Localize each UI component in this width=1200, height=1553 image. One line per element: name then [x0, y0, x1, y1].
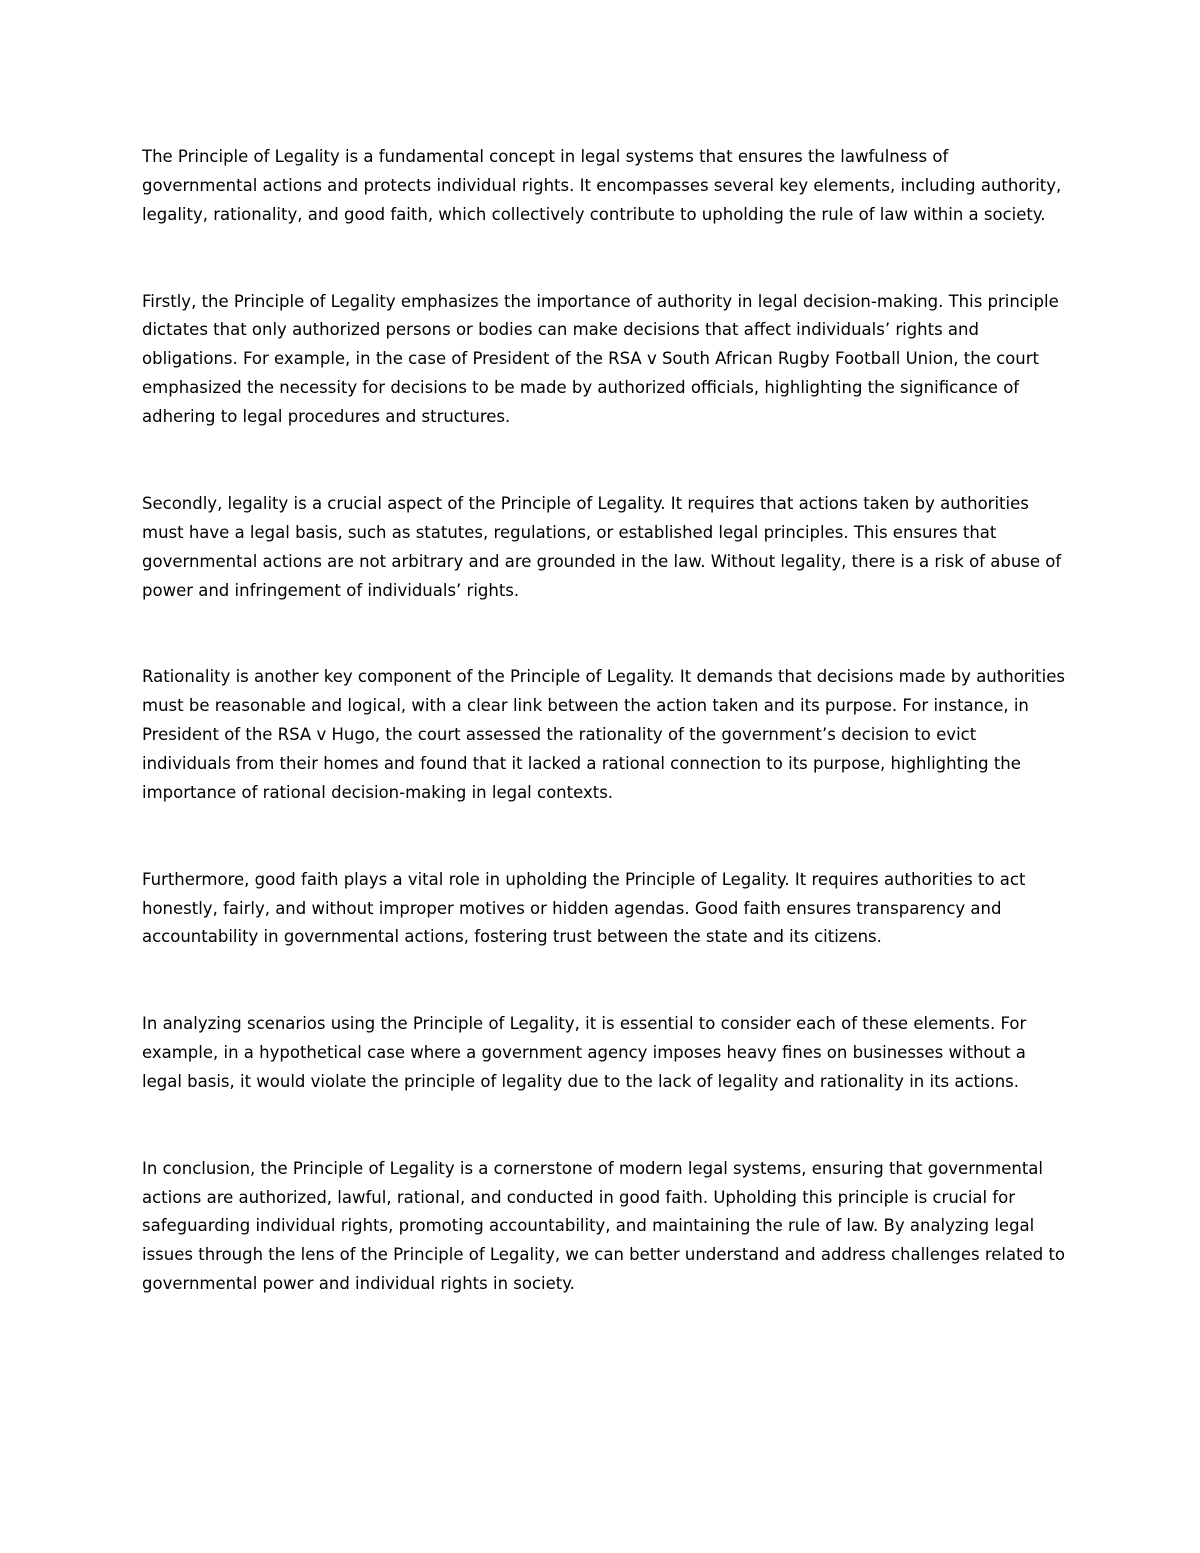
paragraph-good-faith: Furthermore, good faith plays a vital role in upholding the Principle of Legality. It requires authorities to act honestly, fairly, and without improper motives or hidden agendas. Good faith ensures transparency and accountability in governmental actions, fostering trust between the state and its citizens. — [142, 869, 1026, 947]
paragraph-conclusion: In conclusion, the Principle of Legality is a cornerstone of modern legal systems, ensuring that governmental actions are authorized, lawful, rational, and conducted in good faith. Upholding this principle is crucial for safeguarding individual rights, promoting accountability, and maintaining the rule of law. By analyzing legal issues through the lens of the Principle of Legality, we can better understand and address challenges related to governmental power and individual rights in society. — [142, 1158, 1066, 1294]
paragraph-legality: Secondly, legality is a crucial aspect of the Principle of Legality. It requires that actions taken by authorities must have a legal basis, such as statutes, regulations, or established legal principles. This ensures that governmental actions are not arbitrary and are grounded in the law. Without legality, there is a risk of abuse of power and infringement of individuals’ rights. — [142, 493, 1062, 600]
paragraph-analysis: In analyzing scenarios using the Principle of Legality, it is essential to consider each of these elements. For example, in a hypothetical case where a government agency imposes heavy fines on businesses without a legal basis, it would violate the principle of legality due to the lack of legality and rationality in its actions. — [142, 1014, 1027, 1091]
document-body — [142, 143, 1067, 1357]
paragraph-rationality: Rationality is another key component of the Principle of Legality. It demands that decisions made by authorities must be reasonable and logical, with a clear link between the action taken and its purpose. For instance, in President of the RSA v Hugo, the court assessed the rationality of the government’s decision to evict individuals from their homes and found that it lacked a rational connection to its purpose, highlighting the importance of rational decision-making in legal contexts. — [142, 667, 1065, 802]
paragraph-introduction: The Principle of Legality is a fundamental concept in legal systems that ensures the lawfulness of governmental actions and protects individual rights. It encompasses several key elements, including authority, legality, rationality, and good faith, which collectively contribute to upholding the rule of law within a society. — [142, 147, 1062, 224]
paragraph-authority: Firstly, the Principle of Legality emphasizes the importance of authority in legal decision-making. This principle dictates that only authorized persons or bodies can make decisions that affect individuals’ rights and obligations. For example, in the case of President of the RSA v South African Rugby Football Union, the court emphasized the necessity for decisions to be made by authorized officials, highlighting the significance of adhering to legal procedures and structures. — [142, 291, 1059, 427]
